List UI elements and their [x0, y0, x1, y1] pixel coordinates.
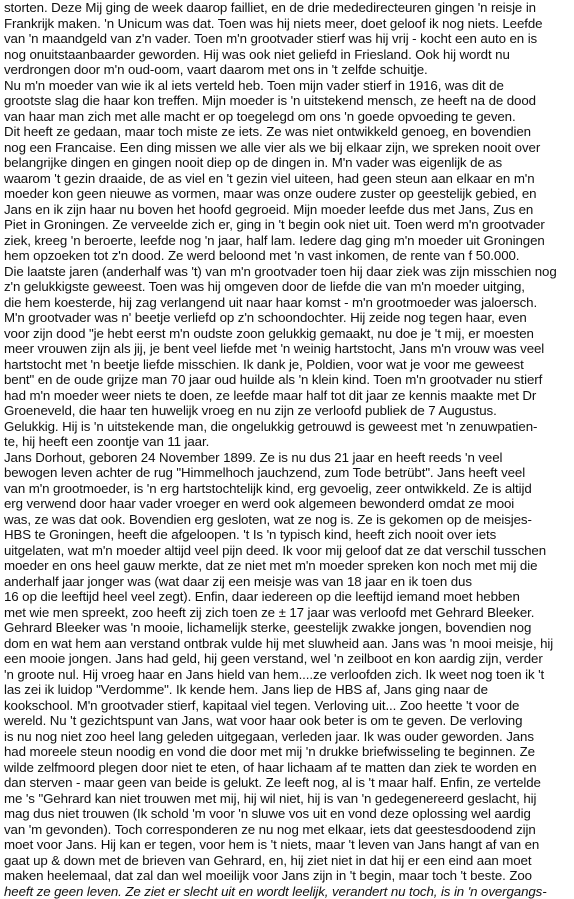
- text-line: Frankrijk maken. 'n Unicum was dat. Toen was hij niets meer, doet geloof ik nog niets. Leefde: [4, 16, 572, 32]
- text-line: las zei ik luidop "Verdomme". Ik kende hem. Jans liep de HBS af, Jans ging naar de: [4, 682, 572, 698]
- text-line: meer vrouwen zijn als jij, je bent veel liefde met 'n weinig hartstocht, Jans m'n vrouw was veel: [4, 341, 572, 357]
- text-line: van 'n maandgeld van z'n vader. Toen m'n grootvader stierf was hij vrij - kocht een auto en is: [4, 31, 572, 47]
- text-line: anderhalf jaar jonger was (wat daar zij een meisje was van 18 jaar en ik toen dus: [4, 574, 572, 590]
- text-line: bewogen leven achter de rug "Himmelhoch jauchzend, zum Tode betrübt". Jans heeft veel: [4, 465, 572, 481]
- text-line: Die laatste jaren (anderhalf was 't) van m'n grootvader toen hij daar ziek was zijn misschien nog: [4, 264, 572, 280]
- text-line: Gelukkig. Hij is 'n uitstekende man, die ongelukkig getrouwd is geweest met 'n zenuwpatien-: [4, 419, 572, 435]
- text-line: storten. Deze Mij ging de week daarop failliet, en de drie mededirecteuren gingen 'n reisje in: [4, 0, 572, 16]
- text-line: ziek, kreeg 'n beroerte, leefde nog 'n jaar, half lam. Iedere dag ging m'n moeder uit Groningen: [4, 233, 572, 249]
- text-line: waarom 't gezin draaide, de as viel en 't gezin viel uiteen, had geen steun aan elkaar en m'n: [4, 171, 572, 187]
- text-line: HBS te Groningen, heeft die afgeloopen. 't Is 'n typisch kind, heeft zich nooit over iets: [4, 527, 572, 543]
- text-line: moet voor Jans. Hij kan er tegen, voor hem is 't niets, maar 't leven van Jans hangt af van en: [4, 837, 572, 853]
- text-line: gaat up & down met de brieven van Gehrard, en, hij ziet niet in dat hij er een eind aan moet: [4, 853, 572, 869]
- text-line: is nu nog niet zoo heel lang geleden uitgegaan, verleden jaar. Ik was ouder geworden. Jans: [4, 729, 572, 745]
- text-line: 16 op die leeftijd heel veel zegt). Enfin, daar iedereen op die leeftijd iemand moet hebben: [4, 589, 572, 605]
- text-line: Groeneveld, die haar ten huwelijk vroeg en nu zijn ze verloofd publiek de 7 Augustus.: [4, 403, 572, 419]
- text-line: nog een Francaise. Een ding missen we alle vier als we bij elkaar zijn, we spreken nooit over: [4, 140, 572, 156]
- text-line: uitgelaten, wat m'n moeder altijd veel pijn deed. Ik voor mij geloof dat ze dat verschil tusschen: [4, 543, 572, 559]
- text-line: 'n groote nul. Hij vroeg haar en Jans hield van hem....ze verloofden zich. Ik weet nog toen ik 't: [4, 667, 572, 683]
- text-line: maken heelemaal, dat zal dan wel moeilijk voor Jans zijn in 't begin, maar toch 't beste. Zoo: [4, 868, 572, 884]
- text-line: met wie men spreekt, zoo heeft zij zich toen ze ± 17 jaar was verloofd met Gehrard Bleeker.: [4, 605, 572, 621]
- text-line: die hem koesterde, hij zag verlangend uit naar haar komst - m'n grootmoeder was jaloersch.: [4, 295, 572, 311]
- text-line: Nu m'n moeder van wie ik al iets verteld heb. Toen mijn vader stierf in 1916, was dit de: [4, 78, 572, 94]
- text-line: moeder en ons heel gauw merkte, dat ze niet met m'n moeder spreken kon noch met mij die: [4, 558, 572, 574]
- text-line: te, hij heeft een zoontje van 11 jaar.: [4, 434, 572, 450]
- text-line: Jans Dorhout, geboren 24 November 1899. Ze is nu dus 21 jaar en heeft reeds 'n veel: [4, 450, 572, 466]
- text-line: wereld. Nu 't gezichtspunt van Jans, wat voor haar ook beter is om te geven. De verloving: [4, 713, 572, 729]
- text-line: Jans en ik zijn haar nu boven het hoofd gegroeid. Mijn moeder leefde dus met Jans, Zus en: [4, 202, 572, 218]
- text-line: mag dus niet trouwen (Ik schold 'm voor 'n sluwe vos uit en vond deze oplossing wel aardig: [4, 806, 572, 822]
- text-line: verdrongen door m'n oud-oom, vaart daarom met ons in 't zelfde schuitje.: [4, 62, 572, 78]
- text-line: erg verwend door haar vader vroeger en werd ook algemeen bewonderd omdat ze mooi: [4, 496, 572, 512]
- text-line: had m'n moeder weer niets te doen, ze leefde maar half tot dit jaar ze kennis maakte met Dr: [4, 388, 572, 404]
- text-line: van 'm gevonden). Toch corresponderen ze nu nog met elkaar, iets dat geestesdoodend zijn: [4, 822, 572, 838]
- text-line: hartstocht met 'n beetje liefde misschien. Ik dank je, Poldien, voor wat je voor me geweest: [4, 357, 572, 373]
- text-line: grootste slag die haar kon treffen. Mijn moeder is 'n uitstekend mensch, ze heeft na de dood: [4, 93, 572, 109]
- text-line: een mooie jongen. Jans had geld, hij geen verstand, wel 'n zeilboot en kon aardig zijn, verder: [4, 651, 572, 667]
- text-line: voor zijn dood "je hebt eerst m'n oudste zoon gelukkig gemaakt, nu doe je 't mij, er moesten: [4, 326, 572, 342]
- text-line: moeder kon geen nieuwe as vormen, maar was onze oudere zuster op geestelijk gebied, en: [4, 186, 572, 202]
- text-line: Dit heeft ze gedaan, maar toch miste ze iets. Ze was niet ontwikkeld genoeg, en bovendien: [4, 124, 572, 140]
- document-body: [4, 0, 572, 899]
- text-line: me 's "Gehrard kan niet trouwen met mij, hij wil niet, hij is van 'n gedegenereerd geslacht, hij: [4, 791, 572, 807]
- text-line: hem opzoeken tot z'n dood. Ze werd beloond met 'n vast inkomen, de rente van f 50.000.: [4, 248, 572, 264]
- text-line: wilde zelfmoord plegen door niet te eten, of haar lichaam af te matten dan ziek te worden en: [4, 760, 572, 776]
- text-line: van m'n grootmoeder, is 'n erg hartstochtelijk kind, erg gevoelig, zeer ontwikkeld. Ze is altijd: [4, 481, 572, 497]
- text-line: bent" en de oude grijze man 70 jaar oud huilde als 'n klein kind. Toen m'n grootvader nu stierf: [4, 372, 572, 388]
- text-line: heeft ze geen leven. Ze ziet er slecht uit en wordt leelijk, verandert nu toch, is in 'n overgangs-: [4, 884, 572, 899]
- text-line: dan sterven - maar geen van beide is gelukt. Ze leeft nog, al is 't maar half. Enfin, ze vertelde: [4, 775, 572, 791]
- text-line: belangrijke dingen en gingen nooit diep op de dingen in. M'n vader was eigenlijk de as: [4, 155, 572, 171]
- text-line: z'n gelukkigste geweest. Toen was hij omgeven door de liefde die van m'n moeder uitging,: [4, 279, 572, 295]
- text-line: was, ze was dat ook. Bovendien erg gesloten, wat ze nog is. Ze is gekomen op de meisjes-: [4, 512, 572, 528]
- text-line: Piet in Groningen. Ze verveelde zich er, ging in 't begin ook niet uit. Toen werd m'n grootvader: [4, 217, 572, 233]
- text-line: dom en wat hem aan verstand ontbrak vulde hij met sluwheid aan. Jans was 'n mooi meisje, hij: [4, 636, 572, 652]
- text-line: had moreele steun noodig en vond die door met mij 'n drukke briefwisseling te beginnen. Ze: [4, 744, 572, 760]
- text-line: Gehrard Bleeker was 'n mooie, lichamelijk sterke, geestelijk zwakke jongen, bovendien nog: [4, 620, 572, 636]
- text-line: nog onuitstaanbaarder geworden. Hij was ook niet geliefd in Friesland. Ook hij wordt nu: [4, 47, 572, 63]
- text-line: M'n grootvader was n' beetje verliefd op z'n schoondochter. Hij zeide nog tegen haar, even: [4, 310, 572, 326]
- text-line: van haar man zich met alle macht er op toegelegd om ons 'n goede opvoeding te geven.: [4, 109, 572, 125]
- text-line: kookschool. M'n grootvader stierf, kapitaal viel tegen. Verloving uit... Zoo heette 't voor de: [4, 698, 572, 714]
